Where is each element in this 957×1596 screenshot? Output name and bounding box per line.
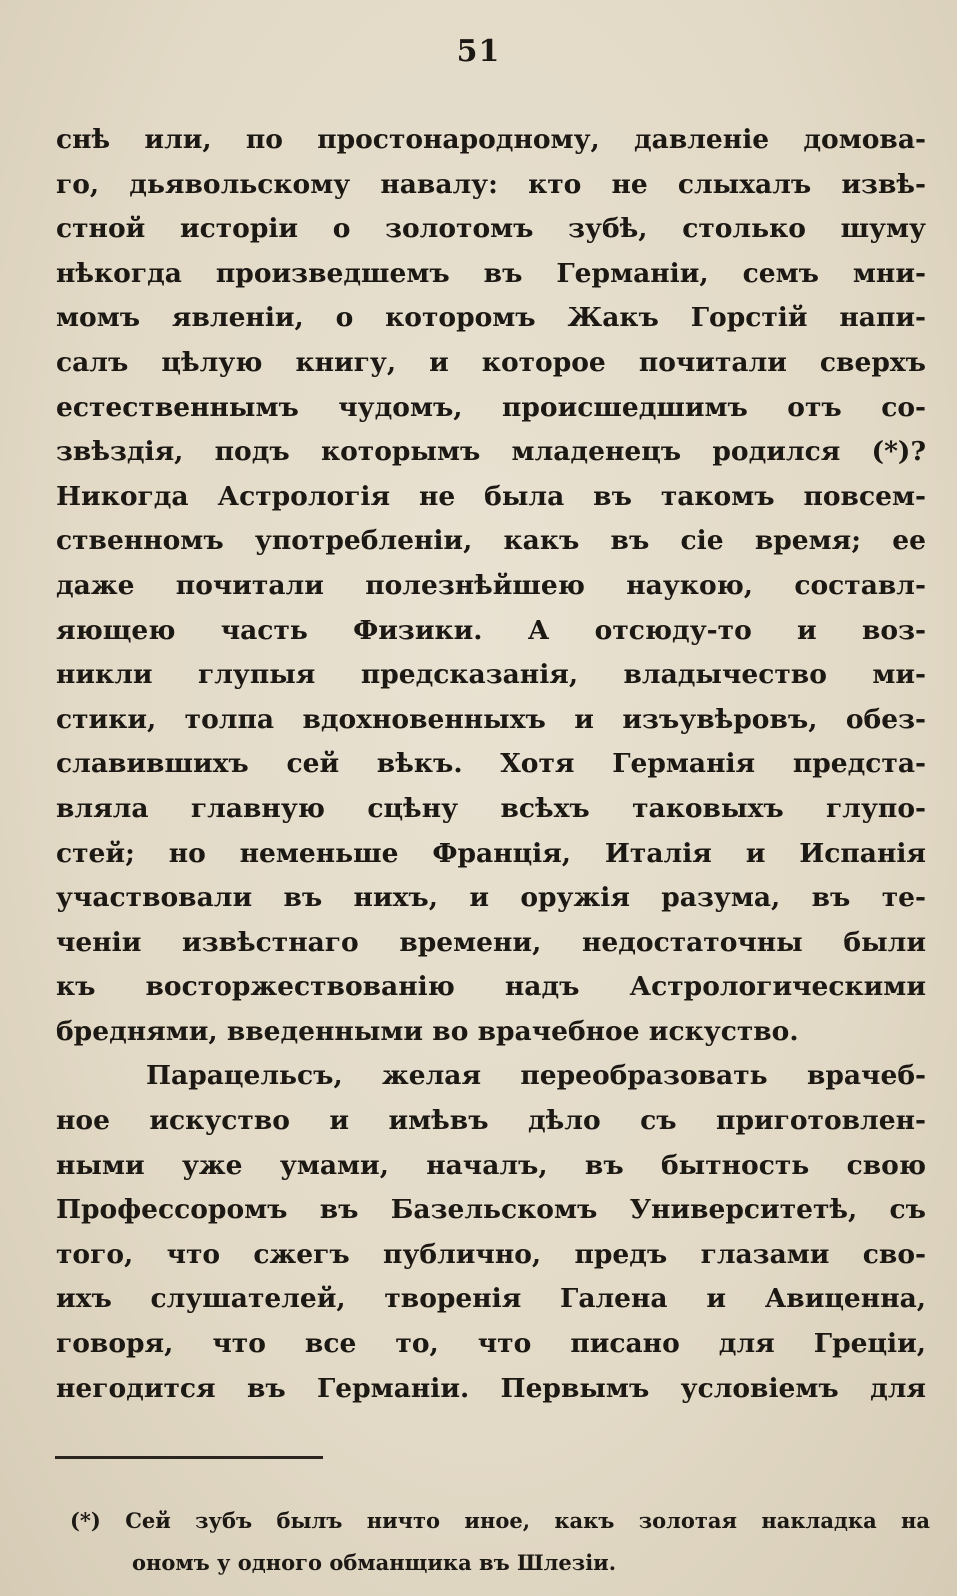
text-line: нѣкогда произведшемъ въ Германіи, семъ мни- [56, 257, 926, 289]
text-line: къ восторжествованію надъ Астрологическими [56, 971, 926, 1003]
text-line: звѣздія, подъ которымъ младенецъ родился (*)? [56, 436, 926, 468]
text-line: го, дьявольскому навалу: кто не слыхалъ извѣ- [56, 168, 926, 200]
text-line: вляла главную сцѣну всѣхъ таковыхъ глупо- [56, 792, 926, 824]
text-line: момъ явленіи, о которомъ Жакъ Горстій напи- [56, 302, 926, 334]
footnote-line: ономъ у одного обманщика въ Шлезіи. [132, 1550, 617, 1575]
text-line: никли глупыя предсказанія, владычество ми- [56, 659, 926, 691]
text-line: бреднями, введенными во врачебное искуство. [56, 1015, 799, 1047]
text-line: ченіи извѣстнаго времени, недостаточны были [56, 926, 926, 958]
text-line: снѣ или, по простонародному, давленіе домова- [56, 124, 926, 155]
text-line: даже почитали полезнѣйшею наукою, составл- [56, 569, 926, 601]
text-line: стей; но неменьше Франція, Италія и Испанія [56, 837, 926, 869]
text-line: негодится въ Германіи. Первымъ условіемъ для [56, 1372, 926, 1404]
text-line: ными уже умами, началъ, въ бытность свою [56, 1149, 926, 1181]
page-number: 51 [456, 34, 501, 69]
footnote-divider [55, 1456, 323, 1459]
text-line: Никогда Астрологія не была въ такомъ повсем- [56, 480, 926, 512]
text-line: естественнымъ чудомъ, происшедшимъ отъ со- [56, 391, 926, 423]
text-line: ное искуство и имѣвъ дѣло съ приготовлен- [56, 1105, 926, 1137]
text-line: того, что сжегъ публично, предъ глазами сво- [56, 1238, 926, 1270]
footnote-marker: (*) [70, 1508, 101, 1533]
text-line: салъ цѣлую книгу, и которое почитали сверхъ [56, 346, 926, 378]
text-line: яющею часть Физики. А отсюду-то и воз- [56, 614, 926, 646]
paragraph-start-line: Парацельсъ, желая переобразовать врачеб- [146, 1060, 926, 1092]
text-line: ихъ слушателей, творенія Галена и Авиценна, [56, 1283, 926, 1315]
text-line: ственномъ употребленіи, какъ въ сіе время; ее [56, 525, 926, 557]
footnote [70, 1500, 930, 1584]
text-line: участвовали въ нихъ, и оружія разума, въ те- [56, 882, 926, 914]
footnote-text: Сей зубъ былъ ничто иное, какъ золотая накладка на [125, 1508, 930, 1533]
text-line: славившихъ сей вѣкъ. Хотя Германія предста- [56, 748, 926, 780]
text-line: говоря, что все то, что писано для Греціи, [56, 1328, 926, 1360]
footnote-line [70, 1500, 930, 1542]
text-line: стной исторіи о золотомъ зубѣ, столько шуму [56, 213, 926, 245]
text-line: Профессоромъ въ Базельскомъ Университетѣ, съ [56, 1194, 926, 1226]
body-text [56, 118, 926, 1411]
text-line: стики, толпа вдохновенныхъ и изъувѣровъ, обез- [56, 703, 926, 735]
